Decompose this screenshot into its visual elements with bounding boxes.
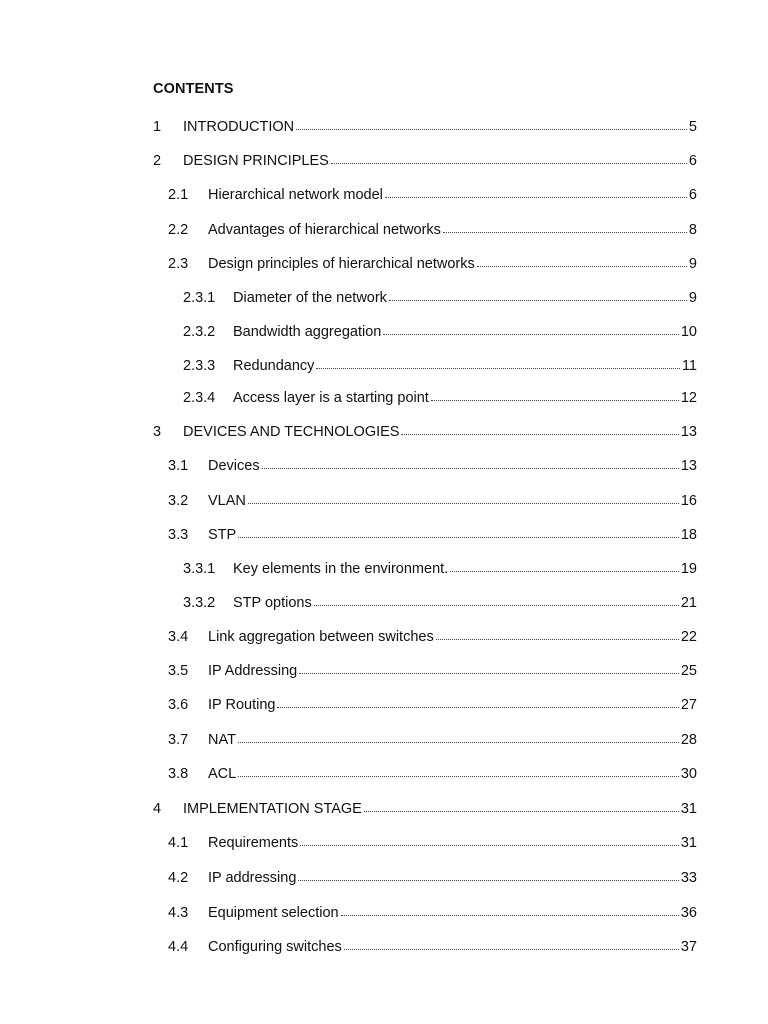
dot-leader (389, 288, 687, 302)
toc-entry-title: Devices (208, 458, 260, 474)
toc-entry-number: 3.5 (168, 663, 189, 679)
toc-entry-title: Diameter of the network (233, 290, 387, 306)
toc-entry-page-number: 6 (688, 153, 697, 169)
toc-entry-page-number: 25 (680, 663, 697, 679)
toc-entry[interactable] (168, 903, 697, 925)
toc-entry-page-number: 6 (688, 187, 697, 203)
toc-entry-title: Requirements (208, 835, 299, 851)
toc-entry-title: Configuring switches (208, 939, 342, 955)
toc-entry[interactable] (168, 456, 697, 478)
contents-heading: CONTENTS (153, 81, 234, 97)
dot-leader (296, 117, 687, 131)
toc-entry-title: INTRODUCTION (183, 119, 295, 135)
dot-leader (238, 525, 679, 539)
toc-entry-number: 2.2 (168, 222, 189, 238)
toc-entry-page-number: 11 (681, 358, 697, 374)
toc-entry[interactable] (153, 799, 697, 821)
toc-entry-title: IMPLEMENTATION STAGE (183, 801, 362, 817)
toc-entry[interactable] (153, 151, 697, 173)
toc-entry-page-number: 19 (680, 561, 697, 577)
dot-leader (385, 185, 687, 199)
toc-entry-title: Redundancy (233, 358, 315, 374)
toc-entry-page-number: 18 (680, 527, 697, 543)
toc-entry-page-number: 9 (688, 290, 697, 306)
dot-leader (401, 422, 678, 436)
toc-entry-number: 3.6 (168, 697, 189, 713)
dot-leader (364, 799, 679, 813)
dot-leader (431, 388, 679, 402)
toc-entry-number: 4.1 (168, 835, 189, 851)
toc-entry-title: Hierarchical network model (208, 187, 383, 203)
toc-entry[interactable] (168, 627, 697, 649)
toc-entry-number: 2.3.3 (183, 358, 216, 374)
toc-entry-page-number: 9 (688, 256, 697, 272)
toc-entry-number: 3.3 (168, 527, 189, 543)
toc-entry-title: ACL (208, 766, 237, 782)
toc-entry[interactable] (183, 388, 697, 410)
toc-entry-title: DESIGN PRINCIPLES (183, 153, 329, 169)
toc-entry-number: 4.2 (168, 870, 189, 886)
toc-entry[interactable] (168, 185, 697, 207)
toc-entry-page-number: 36 (680, 905, 697, 921)
toc-entry-number: 3.4 (168, 629, 189, 645)
toc-entry-page-number: 8 (688, 222, 697, 238)
dot-leader (314, 593, 679, 607)
toc-entry-title: Bandwidth aggregation (233, 324, 382, 340)
toc-entry-page-number: 37 (680, 939, 697, 955)
toc-entry-page-number: 31 (680, 835, 697, 851)
dot-leader (316, 356, 680, 370)
toc-entry[interactable] (168, 220, 697, 242)
dot-leader (344, 937, 679, 951)
toc-entry-number: 2.3 (168, 256, 189, 272)
toc-entry[interactable] (168, 868, 697, 890)
dot-leader (450, 559, 679, 573)
toc-entry[interactable] (168, 525, 697, 547)
toc-entry[interactable] (153, 117, 697, 139)
toc-entry-title: IP Addressing (208, 663, 298, 679)
toc-entry-title: Equipment selection (208, 905, 339, 921)
toc-entry-title: STP (208, 527, 237, 543)
toc-entry[interactable] (168, 661, 697, 683)
dot-leader (477, 254, 687, 268)
toc-entry-title: VLAN (208, 493, 246, 509)
dot-leader (341, 903, 679, 917)
dot-leader (443, 220, 687, 234)
toc-entry-number: 3.2 (168, 493, 189, 509)
toc-entry[interactable] (183, 322, 697, 344)
toc-entry-number: 4 (153, 801, 162, 817)
toc-entry-number: 2 (153, 153, 162, 169)
dot-leader (238, 764, 679, 778)
toc-entry[interactable] (183, 288, 697, 310)
toc-entry-title: Link aggregation between switches (208, 629, 434, 645)
toc-entry[interactable] (168, 730, 697, 752)
toc-entry-page-number: 33 (680, 870, 697, 886)
toc-entry-number: 3.3.2 (183, 595, 216, 611)
toc-entry[interactable] (168, 833, 697, 855)
dot-leader (436, 627, 679, 641)
toc-entry[interactable] (183, 593, 697, 615)
toc-entry-number: 2.3.2 (183, 324, 216, 340)
toc-entry-number: 1 (153, 119, 162, 135)
toc-entry-number: 3 (153, 424, 162, 440)
toc-entry-page-number: 27 (680, 697, 697, 713)
toc-entry-title: NAT (208, 732, 236, 748)
toc-entry-title: IP Routing (208, 697, 276, 713)
toc-entry-number: 4.4 (168, 939, 189, 955)
dot-leader (238, 730, 679, 744)
toc-entry-number: 4.3 (168, 905, 189, 921)
toc-entry-title: Access layer is a starting point (233, 390, 429, 406)
dot-leader (277, 695, 678, 709)
dot-leader (248, 491, 679, 505)
toc-entry-title: STP options (233, 595, 312, 611)
toc-entry[interactable] (153, 422, 697, 444)
toc-entry[interactable] (183, 356, 697, 378)
toc-entry-title: Advantages of hierarchical networks (208, 222, 441, 238)
toc-entry-page-number: 28 (680, 732, 697, 748)
toc-entry-page-number: 12 (680, 390, 697, 406)
dot-leader (262, 456, 679, 470)
toc-entry-page-number: 13 (680, 458, 697, 474)
toc-entry-number: 3.3.1 (183, 561, 216, 577)
toc-entry-page-number: 31 (680, 801, 697, 817)
dot-leader (331, 151, 687, 165)
toc-entry-page-number: 22 (680, 629, 697, 645)
toc-entry-page-number: 13 (680, 424, 697, 440)
toc-entry-page-number: 10 (680, 324, 697, 340)
toc-entry[interactable] (168, 764, 697, 786)
dot-leader (298, 868, 678, 882)
toc-entry-page-number: 21 (680, 595, 697, 611)
toc-entry-page-number: 5 (688, 119, 697, 135)
toc-entry[interactable] (183, 559, 697, 581)
toc-entry-page-number: 16 (680, 493, 697, 509)
toc-entry-number: 2.3.4 (183, 390, 216, 406)
toc-entry-title: IP addressing (208, 870, 297, 886)
toc-entry[interactable] (168, 491, 697, 513)
toc-entry[interactable] (168, 937, 697, 959)
toc-entry-page-number: 30 (680, 766, 697, 782)
toc-entry-title: Design principles of hierarchical networks (208, 256, 475, 272)
dot-leader (299, 661, 679, 675)
toc-entry[interactable] (168, 254, 697, 276)
toc-entry-number: 2.3.1 (183, 290, 216, 306)
toc-entry-number: 2.1 (168, 187, 189, 203)
toc-entry-number: 3.8 (168, 766, 189, 782)
dot-leader (300, 833, 679, 847)
toc-entry-number: 3.1 (168, 458, 189, 474)
toc-entry-title: DEVICES AND TECHNOLOGIES (183, 424, 400, 440)
toc-entry-title: Key elements in the environment. (233, 561, 449, 577)
toc-entry-number: 3.7 (168, 732, 189, 748)
toc-entry[interactable] (168, 695, 697, 717)
dot-leader (383, 322, 679, 336)
